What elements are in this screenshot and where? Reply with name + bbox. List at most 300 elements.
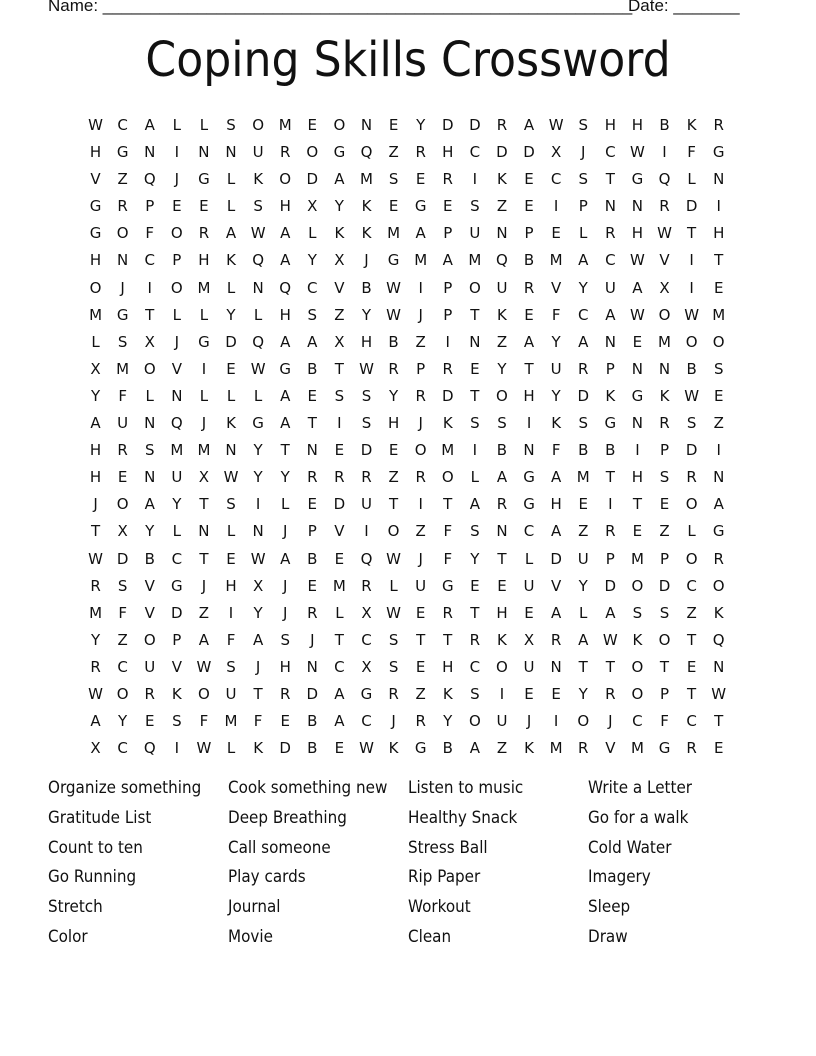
grid-cell[interactable]: L — [687, 522, 696, 541]
grid-cell[interactable]: R — [117, 441, 128, 460]
grid-cell[interactable]: U — [523, 576, 535, 595]
grid-cell[interactable]: L — [389, 576, 398, 595]
grid-cell[interactable]: B — [307, 549, 318, 568]
grid-cell[interactable]: D — [523, 143, 535, 162]
grid-cell[interactable]: C — [171, 549, 183, 568]
grid-cell[interactable]: R — [523, 278, 535, 297]
grid-cell[interactable]: D — [658, 576, 671, 595]
grid-cell[interactable]: R — [578, 739, 589, 758]
grid-cell[interactable]: Y — [578, 684, 588, 703]
grid-cell[interactable]: U — [171, 468, 183, 487]
grid-cell[interactable]: C — [577, 305, 589, 324]
grid-cell[interactable]: G — [441, 576, 454, 595]
grid-cell[interactable]: I — [445, 332, 450, 351]
grid-cell[interactable]: I — [689, 251, 694, 270]
grid-cell[interactable]: G — [523, 495, 535, 514]
grid-cell[interactable]: E — [443, 197, 453, 216]
grid-cell[interactable]: L — [687, 170, 696, 189]
grid-cell[interactable]: O — [170, 224, 183, 243]
grid-cell[interactable]: K — [171, 684, 182, 703]
grid-cell[interactable]: D — [604, 576, 617, 595]
grid-cell[interactable]: Y — [253, 468, 263, 487]
grid-cell[interactable]: H — [89, 143, 102, 162]
grid-cell[interactable]: T — [199, 495, 209, 514]
grid-cell[interactable]: G — [116, 143, 129, 162]
grid-cell[interactable]: O — [279, 170, 292, 189]
grid-cell[interactable]: D — [116, 549, 129, 568]
grid-cell[interactable]: W — [88, 684, 103, 703]
grid-cell[interactable]: L — [226, 739, 236, 758]
grid-cell[interactable]: T — [443, 630, 453, 649]
grid-cell[interactable]: P — [659, 684, 670, 703]
grid-cell[interactable]: T — [388, 495, 399, 514]
grid-cell[interactable]: W — [359, 359, 374, 378]
grid-cell[interactable]: L — [145, 386, 154, 405]
grid-cell[interactable]: L — [226, 197, 236, 216]
grid-cell[interactable]: G — [387, 251, 400, 270]
grid-cell[interactable]: D — [333, 495, 346, 514]
grid-cell[interactable]: O — [116, 224, 129, 243]
grid-cell[interactable]: Q — [252, 332, 265, 351]
grid-cell[interactable]: L — [91, 332, 100, 351]
grid-cell[interactable]: P — [172, 630, 182, 649]
grid-cell[interactable]: E — [334, 549, 345, 568]
grid-cell[interactable]: B — [361, 278, 372, 297]
grid-cell[interactable]: A — [632, 278, 643, 297]
grid-cell[interactable]: M — [441, 441, 455, 460]
grid-cell[interactable]: K — [713, 603, 724, 622]
grid-cell[interactable]: A — [280, 549, 291, 568]
grid-cell[interactable]: V — [334, 278, 345, 297]
grid-cell[interactable]: T — [687, 684, 697, 703]
grid-cell[interactable]: Y — [497, 359, 507, 378]
grid-cell[interactable]: T — [497, 549, 507, 568]
grid-cell[interactable]: T — [687, 630, 697, 649]
grid-cell[interactable]: C — [307, 278, 318, 297]
grid-cell[interactable]: E — [199, 197, 209, 216]
grid-cell[interactable]: N — [713, 468, 725, 487]
grid-cell[interactable]: M — [468, 251, 482, 270]
grid-cell[interactable]: N — [469, 332, 481, 351]
grid-cell[interactable]: A — [496, 468, 508, 487]
grid-cell[interactable]: O — [116, 495, 129, 514]
grid-cell[interactable]: S — [172, 712, 182, 731]
grid-cell[interactable]: V — [171, 657, 182, 676]
grid-cell[interactable]: X — [90, 739, 101, 758]
grid-cell[interactable]: T — [145, 305, 155, 324]
grid-cell[interactable]: O — [496, 657, 508, 676]
grid-cell[interactable]: G — [360, 684, 373, 703]
grid-cell[interactable]: W — [711, 684, 727, 703]
grid-cell[interactable]: R — [442, 603, 453, 622]
grid-cell[interactable]: B — [307, 739, 318, 758]
grid-cell[interactable]: Q — [252, 251, 265, 270]
grid-cell[interactable]: K — [361, 197, 372, 216]
grid-cell[interactable]: P — [145, 197, 155, 216]
grid-cell[interactable]: J — [174, 332, 180, 351]
grid-cell[interactable]: C — [523, 522, 535, 541]
grid-cell[interactable]: C — [550, 170, 562, 189]
grid-cell[interactable]: N — [713, 657, 725, 676]
grid-cell[interactable]: Y — [226, 305, 236, 324]
grid-cell[interactable]: O — [306, 143, 319, 162]
grid-cell[interactable]: O — [143, 630, 156, 649]
grid-cell[interactable]: O — [631, 657, 644, 676]
grid-cell[interactable]: M — [630, 739, 644, 758]
grid-cell[interactable]: J — [418, 549, 423, 568]
grid-cell[interactable]: T — [280, 441, 290, 460]
grid-cell[interactable]: A — [280, 224, 291, 243]
grid-cell[interactable]: E — [470, 359, 480, 378]
grid-cell[interactable]: O — [387, 522, 400, 541]
grid-cell[interactable]: M — [278, 116, 292, 134]
grid-cell[interactable]: L — [579, 603, 588, 622]
grid-cell[interactable]: M — [549, 251, 563, 270]
grid-cell[interactable]: J — [526, 712, 532, 731]
grid-cell[interactable]: T — [605, 657, 615, 676]
grid-cell[interactable]: W — [250, 549, 266, 568]
grid-cell[interactable]: N — [604, 197, 616, 216]
grid-cell[interactable]: H — [442, 143, 454, 162]
grid-cell[interactable]: M — [712, 305, 726, 324]
grid-cell[interactable]: X — [334, 332, 345, 351]
grid-cell[interactable]: Y — [307, 251, 317, 270]
grid-cell[interactable]: A — [334, 684, 345, 703]
grid-cell[interactable]: E — [307, 576, 318, 595]
grid-cell[interactable]: G — [89, 197, 102, 216]
grid-cell[interactable]: G — [116, 305, 129, 324]
grid-cell[interactable]: F — [687, 143, 696, 162]
grid-cell[interactable]: I — [553, 197, 559, 216]
grid-cell[interactable]: N — [144, 414, 156, 433]
grid-cell[interactable]: L — [199, 386, 209, 405]
grid-cell[interactable]: T — [307, 414, 317, 433]
grid-cell[interactable]: A — [334, 712, 345, 731]
grid-cell[interactable]: T — [199, 549, 209, 568]
grid-cell[interactable]: O — [631, 684, 644, 703]
grid-cell[interactable]: T — [416, 630, 426, 649]
grid-cell[interactable]: N — [306, 441, 318, 460]
grid-cell[interactable]: E — [307, 495, 318, 514]
grid-cell[interactable]: B — [442, 739, 453, 758]
grid-cell[interactable]: I — [472, 170, 478, 189]
grid-cell[interactable]: E — [307, 386, 318, 405]
grid-cell[interactable]: S — [253, 197, 263, 216]
grid-cell[interactable]: S — [226, 116, 236, 134]
grid-cell[interactable]: N — [523, 441, 535, 460]
grid-cell[interactable]: F — [118, 603, 127, 622]
grid-cell[interactable]: E — [226, 549, 236, 568]
grid-cell[interactable]: Y — [551, 386, 561, 405]
grid-cell[interactable]: L — [281, 495, 290, 514]
grid-cell[interactable]: W — [657, 224, 672, 243]
grid-cell[interactable]: V — [605, 739, 616, 758]
grid-cell[interactable]: C — [469, 143, 481, 162]
grid-cell[interactable]: T — [578, 657, 588, 676]
grid-cell[interactable]: J — [201, 414, 207, 433]
grid-cell[interactable]: C — [469, 657, 481, 676]
grid-cell[interactable]: O — [252, 116, 265, 134]
grid-cell[interactable]: F — [118, 386, 127, 405]
grid-cell[interactable]: E — [524, 603, 534, 622]
grid-cell[interactable]: T — [524, 359, 534, 378]
grid-cell[interactable]: A — [442, 251, 453, 270]
grid-cell[interactable]: Z — [388, 143, 399, 162]
grid-cell[interactable]: K — [659, 386, 670, 405]
grid-cell[interactable]: Q — [279, 278, 292, 297]
grid-cell[interactable]: Q — [658, 170, 671, 189]
grid-cell[interactable]: A — [280, 386, 291, 405]
grid-cell[interactable]: A — [469, 739, 480, 758]
grid-cell[interactable]: G — [523, 468, 535, 487]
grid-cell[interactable]: M — [658, 332, 671, 351]
grid-cell[interactable]: S — [334, 386, 345, 405]
grid-cell[interactable]: D — [550, 549, 562, 568]
grid-cell[interactable]: X — [361, 603, 372, 622]
grid-cell[interactable]: T — [253, 684, 263, 703]
grid-cell[interactable]: H — [604, 116, 616, 134]
grid-cell[interactable]: M — [89, 603, 103, 622]
grid-cell[interactable]: J — [608, 712, 613, 731]
grid-cell[interactable]: H — [523, 386, 535, 405]
grid-cell[interactable]: K — [497, 305, 507, 324]
grid-cell[interactable]: V — [90, 170, 101, 189]
grid-cell[interactable]: O — [631, 576, 644, 595]
grid-cell[interactable]: C — [334, 657, 345, 676]
grid-cell[interactable]: G — [414, 197, 427, 216]
grid-cell[interactable]: N — [225, 441, 237, 460]
grid-cell[interactable]: K — [226, 414, 236, 433]
grid-cell[interactable]: I — [716, 441, 721, 460]
grid-cell[interactable]: R — [388, 684, 399, 703]
grid-cell[interactable]: G — [198, 170, 210, 189]
grid-cell[interactable]: L — [226, 278, 236, 297]
grid-cell[interactable]: F — [145, 224, 155, 243]
grid-cell[interactable]: G — [604, 414, 617, 433]
grid-cell[interactable]: N — [198, 522, 210, 541]
grid-cell[interactable]: M — [387, 224, 401, 243]
grid-cell[interactable]: H — [631, 224, 644, 243]
grid-cell[interactable]: E — [713, 386, 724, 405]
grid-cell[interactable]: E — [144, 712, 155, 731]
name-field[interactable]: Name: ________________________________________________________ — [48, 0, 633, 15]
grid-cell[interactable]: P — [172, 251, 182, 270]
grid-cell[interactable]: G — [89, 224, 102, 243]
grid-cell[interactable]: T — [443, 495, 453, 514]
grid-cell[interactable]: S — [144, 441, 155, 460]
grid-cell[interactable]: A — [523, 332, 535, 351]
grid-cell[interactable]: L — [253, 305, 263, 324]
grid-cell[interactable]: U — [252, 143, 264, 162]
grid-cell[interactable]: W — [250, 359, 266, 378]
grid-cell[interactable]: I — [662, 143, 667, 162]
grid-cell[interactable]: A — [551, 522, 562, 541]
grid-cell[interactable]: E — [415, 657, 426, 676]
grid-cell[interactable]: W — [684, 305, 700, 324]
grid-cell[interactable]: T — [470, 603, 480, 622]
grid-cell[interactable]: S — [470, 522, 480, 541]
grid-cell[interactable]: U — [550, 359, 562, 378]
grid-cell[interactable]: Z — [334, 305, 345, 324]
grid-cell[interactable]: E — [307, 116, 318, 134]
grid-cell[interactable]: I — [553, 712, 559, 731]
grid-cell[interactable]: Y — [388, 386, 399, 405]
grid-cell[interactable]: Y — [253, 441, 263, 460]
grid-cell[interactable]: L — [172, 116, 181, 134]
grid-cell[interactable]: N — [225, 143, 237, 162]
grid-cell[interactable]: S — [388, 170, 399, 189]
grid-cell[interactable]: A — [605, 305, 616, 324]
grid-cell[interactable]: R — [144, 684, 155, 703]
grid-cell[interactable]: A — [578, 630, 589, 649]
grid-cell[interactable]: E — [172, 197, 182, 216]
grid-cell[interactable]: F — [443, 522, 453, 541]
grid-cell[interactable]: G — [631, 170, 644, 189]
grid-cell[interactable]: Q — [712, 630, 725, 649]
grid-cell[interactable]: M — [170, 441, 184, 460]
grid-cell[interactable]: L — [579, 224, 588, 243]
grid-cell[interactable]: G — [171, 576, 183, 595]
grid-cell[interactable]: C — [605, 143, 616, 162]
grid-cell[interactable]: N — [360, 116, 373, 134]
grid-cell[interactable]: H — [631, 468, 644, 487]
grid-cell[interactable]: W — [630, 305, 645, 324]
grid-cell[interactable]: E — [497, 576, 507, 595]
grid-cell[interactable]: D — [685, 197, 698, 216]
grid-cell[interactable]: Y — [280, 468, 290, 487]
grid-cell[interactable]: T — [334, 359, 344, 378]
grid-cell[interactable]: W — [359, 739, 374, 758]
grid-cell[interactable]: R — [415, 712, 426, 731]
grid-cell[interactable]: M — [576, 468, 590, 487]
grid-cell[interactable]: A — [90, 712, 101, 731]
grid-cell[interactable]: E — [280, 712, 290, 731]
grid-cell[interactable]: T — [334, 630, 344, 649]
grid-cell[interactable]: A — [90, 414, 101, 433]
grid-cell[interactable]: D — [225, 332, 237, 351]
grid-cell[interactable]: A — [523, 116, 535, 134]
grid-cell[interactable]: R — [578, 359, 589, 378]
grid-cell[interactable]: B — [496, 441, 508, 460]
grid-cell[interactable]: S — [713, 359, 724, 378]
grid-cell[interactable]: N — [713, 170, 725, 189]
grid-cell[interactable]: A — [280, 251, 291, 270]
grid-cell[interactable]: Q — [170, 414, 183, 433]
grid-cell[interactable]: I — [689, 278, 694, 297]
grid-cell[interactable]: H — [442, 657, 454, 676]
grid-cell[interactable]: Z — [496, 197, 508, 216]
grid-cell[interactable]: N — [252, 278, 264, 297]
grid-cell[interactable]: T — [605, 468, 615, 487]
grid-cell[interactable]: Z — [496, 332, 508, 351]
grid-cell[interactable]: V — [334, 522, 345, 541]
grid-cell[interactable]: R — [279, 684, 291, 703]
grid-cell[interactable]: Y — [145, 522, 155, 541]
grid-cell[interactable]: L — [199, 116, 209, 134]
grid-cell[interactable]: J — [418, 305, 423, 324]
grid-cell[interactable]: U — [496, 278, 508, 297]
grid-cell[interactable]: N — [496, 522, 508, 541]
grid-cell[interactable]: B — [144, 549, 155, 568]
grid-cell[interactable]: G — [414, 739, 427, 758]
grid-cell[interactable]: I — [255, 495, 261, 514]
grid-cell[interactable]: X — [551, 143, 562, 162]
grid-cell[interactable]: Z — [578, 522, 589, 541]
grid-cell[interactable]: E — [632, 332, 643, 351]
grid-cell[interactable]: L — [524, 549, 534, 568]
grid-cell[interactable]: I — [418, 278, 423, 297]
grid-cell[interactable]: Y — [470, 549, 480, 568]
grid-cell[interactable]: P — [443, 224, 453, 243]
grid-cell[interactable]: R — [279, 143, 291, 162]
date-field[interactable]: Date: _______ — [628, 0, 740, 15]
grid-cell[interactable]: N — [496, 224, 508, 243]
grid-cell[interactable]: E — [334, 441, 345, 460]
grid-cell[interactable]: S — [117, 332, 128, 351]
grid-cell[interactable]: L — [470, 468, 480, 487]
grid-cell[interactable]: X — [90, 359, 101, 378]
grid-cell[interactable]: U — [523, 657, 535, 676]
grid-cell[interactable]: H — [550, 495, 562, 514]
grid-cell[interactable]: H — [89, 468, 102, 487]
grid-cell[interactable]: G — [712, 143, 725, 162]
grid-cell[interactable]: E — [470, 576, 480, 595]
grid-cell[interactable]: S — [388, 657, 399, 676]
grid-cell[interactable]: Z — [659, 522, 670, 541]
grid-cell[interactable]: S — [307, 305, 318, 324]
grid-cell[interactable]: E — [524, 684, 534, 703]
grid-cell[interactable]: D — [577, 386, 590, 405]
grid-cell[interactable]: M — [549, 739, 563, 758]
grid-cell[interactable]: W — [386, 305, 401, 324]
grid-cell[interactable]: R — [388, 359, 399, 378]
grid-cell[interactable]: O — [658, 630, 671, 649]
grid-cell[interactable]: K — [524, 739, 534, 758]
grid-cell[interactable]: Y — [90, 630, 101, 649]
grid-cell[interactable]: C — [632, 712, 643, 731]
grid-cell[interactable]: W — [88, 116, 103, 134]
grid-cell[interactable]: F — [253, 712, 263, 731]
grid-cell[interactable]: J — [120, 278, 125, 297]
grid-cell[interactable]: H — [225, 576, 237, 595]
grid-cell[interactable]: R — [605, 522, 616, 541]
grid-cell[interactable]: O — [468, 278, 481, 297]
grid-cell[interactable]: R — [605, 684, 616, 703]
grid-cell[interactable]: R — [415, 468, 426, 487]
grid-cell[interactable]: O — [143, 359, 156, 378]
grid-cell[interactable]: N — [252, 522, 264, 541]
grid-cell[interactable]: O — [685, 332, 698, 351]
grid-cell[interactable]: E — [551, 224, 561, 243]
grid-cell[interactable]: J — [418, 414, 423, 433]
grid-cell[interactable]: R — [198, 224, 210, 243]
grid-cell[interactable]: R — [496, 495, 508, 514]
grid-cell[interactable]: R — [334, 468, 345, 487]
grid-cell[interactable]: Y — [172, 495, 182, 514]
grid-cell[interactable]: E — [632, 522, 643, 541]
grid-cell[interactable]: X — [252, 576, 264, 595]
grid-cell[interactable]: K — [442, 414, 453, 433]
grid-cell[interactable]: N — [171, 386, 183, 405]
grid-cell[interactable]: B — [605, 441, 616, 460]
grid-cell[interactable]: U — [496, 712, 508, 731]
grid-cell[interactable]: X — [361, 657, 372, 676]
grid-cell[interactable]: S — [497, 414, 507, 433]
grid-cell[interactable]: L — [253, 386, 263, 405]
grid-cell[interactable]: A — [713, 495, 724, 514]
grid-cell[interactable]: E — [388, 441, 399, 460]
grid-cell[interactable]: Y — [551, 332, 561, 351]
